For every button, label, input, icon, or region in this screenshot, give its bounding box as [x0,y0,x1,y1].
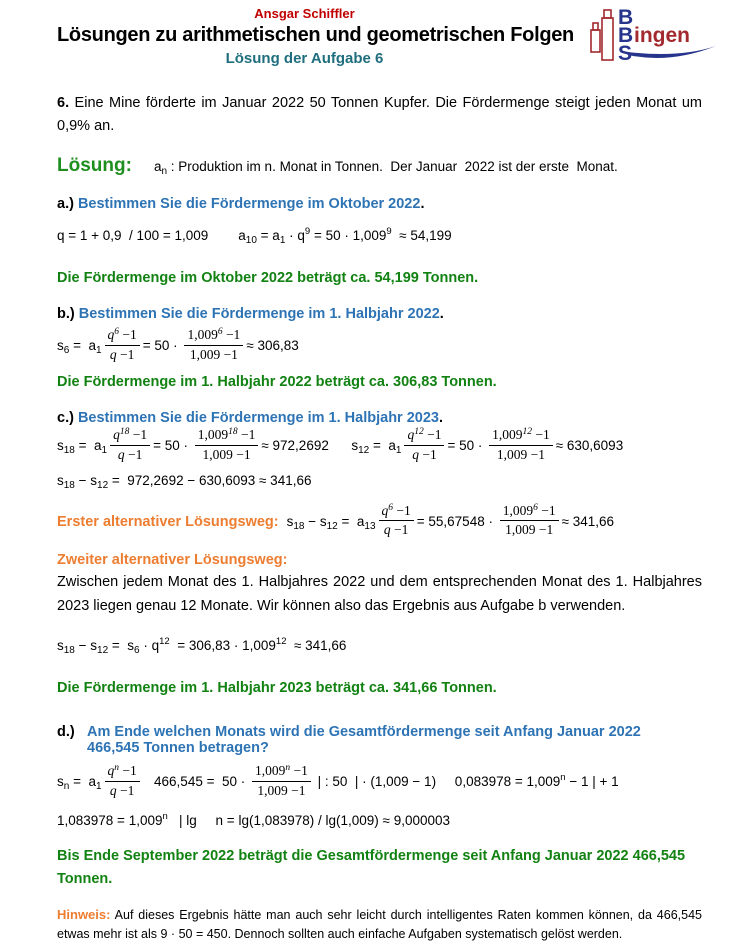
section-c-period: . [438,409,444,426]
logo-text-ingen: ingen [634,24,690,47]
section-c-prefix: c.) [57,409,78,426]
sequence-definition: $a_n$ : Produktion im n. Monat in Tonnen. Der Januar 2022 ist der erste Monat. [153,159,618,177]
section-b-conclusion: Die Fördermenge im 1. Halbjahr 2022 beträgt ca. 306,83 Tonnen. [57,373,497,390]
section-b-heading [57,306,702,322]
section-c-formula-difference: $s_{18} - s_{12} = 972,2692 - 630,6093 \approx 341,66$ [57,472,312,491]
page-title: Lösungen zu arithmetischen und geometrischen Folgen [57,24,574,46]
logo-letter-b2: B [618,24,634,47]
author-name: Ansgar Schiffler [254,6,355,21]
section-c-conclusion: Die Fördermenge im 1. Halbjahr 2023 beträgt ca. 341,66 Tonnen. [57,680,497,697]
section-d-conclusion: Bis Ende September 2022 beträgt die Gesamtfördermenge seit Anfang Januar 2022 466,545 Tonnen. [57,848,686,887]
section-d-question-line1: Am Ende welchen Monats wird die Gesamtfördermenge seit Anfang Januar 2022 [87,724,641,741]
hint-label: Hinweis: [57,907,111,922]
logo-letter-b1: B [618,6,634,29]
tower-icon [591,10,613,60]
second-alternative-label: Zweiter alternativer Lösungsweg: [57,552,288,569]
logo-letter-s: S [618,42,633,64]
section-b-period: . [439,306,444,322]
section-d-question-line2: 466,545 Tonnen betragen? [87,740,269,757]
section-b-formula: $s_6 = a_1$ $\frac{q^6 -1}{q -1}$ = 50 · $\frac{1,009^6 -1}{1,009 -1}$ ≈ 306,83 [57,327,299,362]
section-c-heading [57,410,702,426]
section-d-prefix: d.) [57,724,75,741]
section-a-question: Bestimmen Sie die Fördermenge im Oktober 2022 [77,196,421,212]
logo-swoosh [628,46,716,58]
second-alternative-formula: $s_{18} - s_{12} = s_6 \cdot q^{12} = 306,83 \cdot 1,009^{12} \approx 341,66$ [57,636,347,657]
hint-text: Auf dieses Ergebnis hätte man auch sehr leicht durch intelligentes Raten kommen können, da 466,545 etwas mehr ist als 9 · 50 = 450. Dennoch sollten auch einfache Aufgaben systematisch gelöst werden. [57,908,702,941]
second-alternative-paragraph: Zwischen jedem Monat des 1. Halbjahres 2022 und dem entsprechenden Monat des 1. Halbjahres 2023 liegen genau 12 Monate. Wir können also das Ergebnis aus Aufgabe b verwenden. [57,574,702,615]
first-alternative-label: Erster alternativer Lösungsweg: [57,513,279,530]
solution-intro-row [57,155,702,182]
hint-paragraph [57,905,702,944]
section-a-heading [57,196,702,212]
section-d-formula-2: $1,083978 = 1,009^n$ | lg n = lg(1,083978) / lg(1,009) ≈ 9,000003 [57,811,451,828]
problem-number: 6. [57,95,70,111]
problem-statement [57,92,702,138]
problem-text: Eine Mine förderte im Januar 2022 50 Tonnen Kupfer. Die Fördermenge steigt jeden Monat um 0,9% an. [57,95,702,134]
section-a-formula: q = 1 + 0,9 / 100 = 1,009 $a_{10} = a_1 \cdot q^9 = 50 \cdot 1,009^9 \approx 54,199$ [57,226,452,246]
page-subtitle: Lösung der Aufgabe 6 [225,50,384,67]
section-d-heading [57,724,702,756]
section-a-conclusion: Die Fördermenge im Oktober 2022 beträgt ca. 54,199 Tonnen. [57,270,479,286]
section-c-formula-s18-s12: $s_{18} = a_1$ $\frac{q^{18} -1}{q -1}$ = 50 · $\frac{1,009^{18} -1}{1,009 -1}$ ≈ 972,2692 $s_{12} = a_1$ $\frac{q^{12} -1}{q -1}$ = 50 · $\frac{1,009^{12} -1}{1,009 -1}$ ≈ 630,6093 [57,426,624,462]
section-c-question: Bestimmen Sie die Fördermenge im 1. Halbjahr 2023 [77,409,439,426]
section-d-formula-1: $s_n = a_1$ $\frac{q^n -1}{q -1}$ 466,545 = 50 · $\frac{1,009^n -1}{1,009 -1}$ | : 50 | · (1,009 − 1) $0,083978 = 1,009^n - 1$ | + 1 [57,763,619,799]
first-alternative-row [57,502,702,543]
section-a-period: . [420,196,425,212]
bbs-bingen-logo [588,6,720,64]
section-a-prefix: a.) [57,196,78,212]
section-b-prefix: b.) [57,306,79,322]
solution-label: Lösung: [57,155,132,176]
first-alternative-formula: $s_{18} - s_{12} = a_{13}$ $\frac{q^6 -1}{q -1}$ = 55,67548 · $\frac{1,009^6 -1}{1,009 -1}$ ≈ 341,66 [286,502,615,538]
section-b-question: Bestimmen Sie die Fördermenge im 1. Halbjahr 2022 [78,306,440,322]
